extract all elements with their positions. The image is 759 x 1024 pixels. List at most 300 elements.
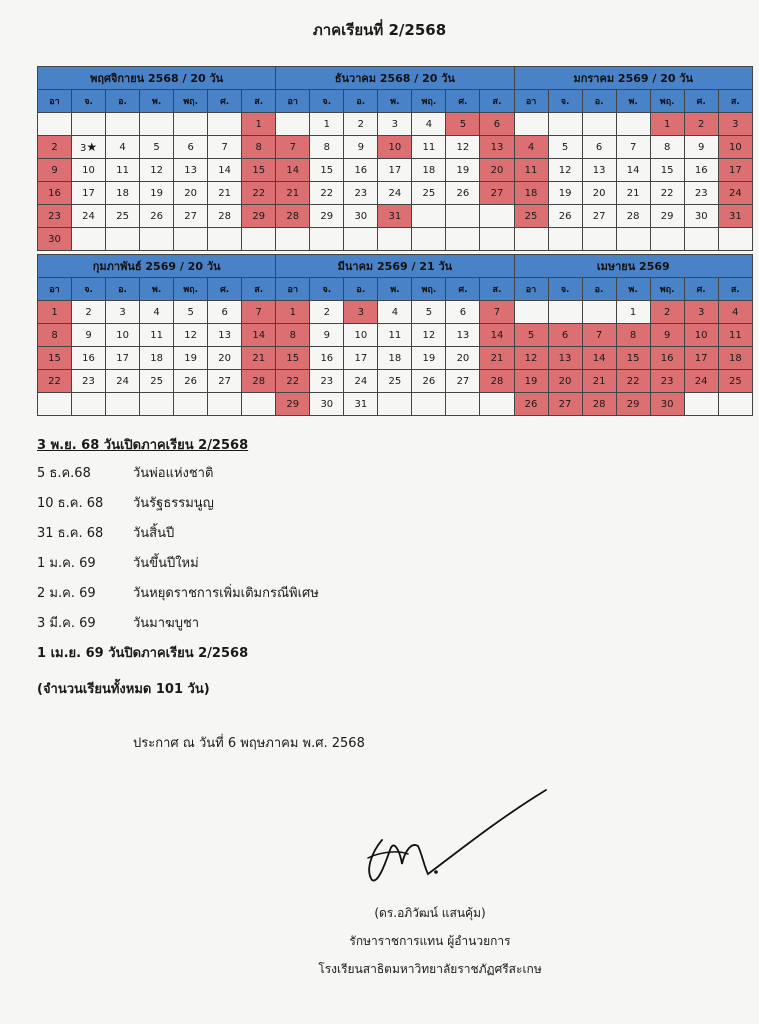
date-number: 13 bbox=[490, 141, 504, 153]
holiday-date-cell bbox=[480, 301, 514, 324]
holiday-date-cell bbox=[446, 113, 480, 136]
calendar-table-bottom bbox=[37, 254, 753, 416]
holiday-date-cell bbox=[514, 347, 548, 370]
announcement-date: 5 ธ.ค.68 bbox=[37, 466, 91, 481]
date-cell bbox=[446, 301, 480, 324]
announcement-item bbox=[37, 462, 213, 483]
month-header: ธันวาคม 2568 / 20 วัน bbox=[276, 67, 514, 90]
date-cell bbox=[72, 205, 106, 228]
announcement-date: 3 พ.ย. 68 bbox=[37, 438, 100, 453]
date-number: 15 bbox=[252, 164, 266, 176]
day-header: อา bbox=[514, 90, 548, 113]
day-header: อา bbox=[38, 278, 72, 301]
date-number: 3 bbox=[119, 306, 126, 318]
date-cell bbox=[582, 228, 616, 251]
holiday-date-cell bbox=[480, 136, 514, 159]
date-cell bbox=[106, 393, 140, 416]
holiday-date-cell bbox=[650, 324, 684, 347]
date-number: 24 bbox=[82, 210, 95, 222]
date-number: 28 bbox=[490, 375, 504, 387]
date-cell bbox=[412, 159, 446, 182]
date-number: 25 bbox=[116, 210, 129, 222]
date-number: 22 bbox=[320, 187, 334, 199]
date-number: 13 bbox=[184, 164, 197, 176]
date-number: 10 bbox=[82, 164, 95, 176]
date-number: 9 bbox=[51, 164, 58, 176]
holiday-date-cell bbox=[582, 370, 616, 393]
date-number: 19 bbox=[524, 375, 538, 387]
announcement-date: 1 ม.ค. 69 bbox=[37, 556, 96, 571]
date-cell bbox=[140, 393, 174, 416]
holiday-date-cell bbox=[242, 324, 276, 347]
day-header: อ. bbox=[344, 90, 378, 113]
holiday-date-cell bbox=[276, 136, 310, 159]
date-number: 23 bbox=[48, 210, 61, 222]
week-row bbox=[38, 205, 753, 228]
day-header: จ. bbox=[548, 278, 582, 301]
page-title: ภาคเรียนที่ 2/2568 bbox=[312, 21, 447, 39]
date-cell bbox=[310, 136, 344, 159]
date-cell bbox=[616, 159, 650, 182]
day-header: ศ. bbox=[684, 278, 718, 301]
date-number: 19 bbox=[558, 187, 572, 199]
date-cell bbox=[208, 393, 242, 416]
date-number: 6 bbox=[493, 118, 501, 130]
date-number: 1 bbox=[51, 306, 58, 318]
holiday-date-cell bbox=[582, 324, 616, 347]
date-cell bbox=[344, 347, 378, 370]
date-cell bbox=[38, 393, 72, 416]
date-number: 24 bbox=[694, 375, 708, 387]
date-number: 11 bbox=[422, 141, 436, 153]
holiday-date-cell bbox=[480, 113, 514, 136]
date-number: 26 bbox=[456, 187, 470, 199]
date-number: 29 bbox=[252, 210, 266, 222]
date-number: 28 bbox=[218, 210, 232, 222]
date-cell bbox=[208, 324, 242, 347]
date-cell bbox=[650, 136, 684, 159]
holiday-date-cell bbox=[480, 370, 514, 393]
date-number: 27 bbox=[218, 375, 232, 387]
date-number: 2 bbox=[85, 306, 92, 318]
date-number: 3 bbox=[697, 306, 705, 318]
week-row bbox=[38, 324, 753, 347]
date-cell bbox=[208, 113, 242, 136]
day-header: พฤ. bbox=[650, 278, 684, 301]
date-cell bbox=[174, 347, 208, 370]
day-header: ส. bbox=[242, 278, 276, 301]
date-number: 16 bbox=[694, 164, 708, 176]
date-number: 6 bbox=[561, 329, 569, 341]
announcement-item bbox=[37, 552, 199, 573]
date-number: 14 bbox=[592, 352, 606, 364]
date-cell bbox=[242, 228, 276, 251]
date-number: 27 bbox=[592, 210, 606, 222]
date-cell bbox=[310, 393, 344, 416]
date-number: 3 bbox=[732, 118, 739, 130]
date-cell bbox=[310, 324, 344, 347]
date-number: 16 bbox=[354, 164, 368, 176]
date-number: 8 bbox=[323, 141, 330, 153]
holiday-date-cell bbox=[480, 182, 514, 205]
announcement-item bbox=[37, 582, 319, 603]
date-number: 24 bbox=[354, 375, 368, 387]
holiday-date-cell bbox=[650, 347, 684, 370]
date-cell bbox=[412, 113, 446, 136]
date-number: 8 bbox=[663, 141, 671, 153]
date-number: 31 bbox=[728, 210, 742, 222]
holiday-date-cell bbox=[242, 370, 276, 393]
date-cell bbox=[174, 228, 208, 251]
date-cell bbox=[174, 205, 208, 228]
date-number: 30 bbox=[694, 210, 708, 222]
holiday-date-cell bbox=[718, 301, 752, 324]
day-header: อา bbox=[276, 278, 310, 301]
date-cell bbox=[548, 301, 582, 324]
day-header: ศ. bbox=[446, 278, 480, 301]
holiday-date-cell bbox=[616, 347, 650, 370]
date-number: 21 bbox=[626, 187, 640, 199]
announcement-text: วันหยุดราชการเพิ่มเติมกรณีพิเศษ bbox=[133, 586, 319, 601]
date-number: 31 bbox=[388, 210, 402, 222]
holiday-date-cell bbox=[276, 370, 310, 393]
date-cell bbox=[412, 301, 446, 324]
date-number: 21 bbox=[218, 187, 232, 199]
day-header: อ. bbox=[582, 90, 616, 113]
date-cell bbox=[344, 159, 378, 182]
holiday-date-cell bbox=[718, 136, 752, 159]
date-cell bbox=[684, 205, 718, 228]
day-header: ศ. bbox=[446, 90, 480, 113]
holiday-date-cell bbox=[38, 159, 72, 182]
day-header: ส. bbox=[480, 278, 514, 301]
holiday-date-cell bbox=[582, 393, 616, 416]
date-number: 12 bbox=[524, 352, 538, 364]
date-number: 2 bbox=[663, 306, 671, 318]
date-cell bbox=[310, 228, 344, 251]
date-cell bbox=[106, 113, 140, 136]
date-number: 13 bbox=[558, 352, 572, 364]
day-header-row bbox=[38, 278, 753, 301]
date-cell bbox=[174, 393, 208, 416]
date-cell bbox=[446, 205, 480, 228]
proclamation-text: ประกาศ ณ วันที่ 6 พฤษภาคม พ.ศ. 2568 bbox=[133, 736, 365, 751]
date-cell bbox=[276, 113, 310, 136]
date-cell bbox=[514, 228, 548, 251]
date-number: 4 bbox=[732, 306, 739, 318]
date-number: 2 bbox=[357, 118, 364, 130]
date-number: 19 bbox=[456, 164, 470, 176]
date-number: 27 bbox=[490, 187, 504, 199]
holiday-date-cell bbox=[242, 136, 276, 159]
date-number: 27 bbox=[184, 210, 197, 222]
announcement-item bbox=[37, 434, 248, 455]
day-header: จ. bbox=[72, 90, 106, 113]
date-number: 11 bbox=[150, 329, 163, 341]
date-cell bbox=[276, 228, 310, 251]
date-number: 11 bbox=[388, 329, 402, 341]
date-cell bbox=[412, 324, 446, 347]
date-number: 23 bbox=[660, 375, 674, 387]
week-row bbox=[38, 136, 753, 159]
date-number: 23 bbox=[694, 187, 708, 199]
date-cell bbox=[378, 301, 412, 324]
date-cell bbox=[616, 228, 650, 251]
date-cell bbox=[548, 228, 582, 251]
date-cell bbox=[616, 136, 650, 159]
announcement-date: 31 ธ.ค. 68 bbox=[37, 526, 104, 541]
date-number: 7 bbox=[255, 306, 262, 318]
day-header-row bbox=[38, 90, 753, 113]
holiday-date-cell bbox=[514, 393, 548, 416]
holiday-date-cell bbox=[38, 228, 72, 251]
date-cell bbox=[140, 136, 174, 159]
date-cell bbox=[174, 182, 208, 205]
announcement-item bbox=[37, 492, 214, 513]
date-cell bbox=[650, 228, 684, 251]
date-number: 6 bbox=[459, 306, 467, 318]
date-cell bbox=[548, 205, 582, 228]
day-header: พฤ. bbox=[412, 90, 446, 113]
date-cell bbox=[582, 136, 616, 159]
date-number: 24 bbox=[388, 187, 402, 199]
date-number: 10 bbox=[116, 329, 129, 341]
date-cell bbox=[140, 370, 174, 393]
date-number: 19 bbox=[150, 187, 163, 199]
holiday-date-cell bbox=[548, 324, 582, 347]
date-number: 24 bbox=[116, 375, 129, 387]
date-cell bbox=[72, 159, 106, 182]
date-cell bbox=[412, 370, 446, 393]
date-number: 23 bbox=[354, 187, 368, 199]
date-cell bbox=[650, 182, 684, 205]
holiday-date-cell bbox=[242, 347, 276, 370]
holiday-date-cell bbox=[38, 136, 72, 159]
month-header-row bbox=[38, 255, 753, 278]
date-cell bbox=[310, 159, 344, 182]
date-number: 4 bbox=[391, 306, 399, 318]
date-number: 22 bbox=[660, 187, 674, 199]
calendar-table-top bbox=[37, 66, 753, 251]
date-number: 25 bbox=[524, 210, 538, 222]
date-number: 17 bbox=[728, 164, 742, 176]
date-number: 18 bbox=[524, 187, 538, 199]
date-cell bbox=[344, 136, 378, 159]
date-cell bbox=[718, 228, 752, 251]
day-header: จ. bbox=[548, 90, 582, 113]
date-number: 2 bbox=[323, 306, 330, 318]
date-number: 1 bbox=[323, 118, 330, 130]
date-number: 9 bbox=[663, 329, 671, 341]
holiday-date-cell bbox=[718, 182, 752, 205]
date-cell bbox=[106, 228, 140, 251]
date-cell bbox=[412, 393, 446, 416]
date-cell bbox=[446, 393, 480, 416]
date-cell bbox=[344, 228, 378, 251]
date-number: 18 bbox=[422, 164, 436, 176]
day-header: อา bbox=[514, 278, 548, 301]
date-cell bbox=[446, 370, 480, 393]
holiday-date-cell bbox=[344, 301, 378, 324]
holiday-date-cell bbox=[276, 324, 310, 347]
date-number: 22 bbox=[626, 375, 640, 387]
date-number: 1 bbox=[255, 118, 262, 130]
holiday-date-cell bbox=[718, 370, 752, 393]
holiday-date-cell bbox=[242, 182, 276, 205]
date-number: 5 bbox=[459, 118, 467, 130]
holiday-date-cell bbox=[276, 393, 310, 416]
day-header: พ. bbox=[140, 90, 174, 113]
date-cell bbox=[106, 324, 140, 347]
holiday-date-cell bbox=[480, 347, 514, 370]
holiday-date-cell bbox=[650, 113, 684, 136]
date-number: 10 bbox=[354, 329, 368, 341]
date-cell bbox=[378, 159, 412, 182]
date-number: 5 bbox=[153, 141, 160, 153]
date-cell bbox=[106, 136, 140, 159]
date-number: 14 bbox=[252, 329, 266, 341]
date-cell bbox=[140, 205, 174, 228]
date-cell bbox=[650, 205, 684, 228]
date-number: 7 bbox=[221, 141, 228, 153]
date-cell bbox=[106, 182, 140, 205]
holiday-date-cell bbox=[38, 347, 72, 370]
day-header: อ. bbox=[344, 278, 378, 301]
week-row bbox=[38, 228, 753, 251]
date-number: 16 bbox=[82, 352, 95, 364]
date-cell bbox=[140, 182, 174, 205]
date-number: 2 bbox=[51, 141, 58, 153]
holiday-date-cell bbox=[242, 113, 276, 136]
date-cell bbox=[310, 205, 344, 228]
date-number: 20 bbox=[184, 187, 197, 199]
date-cell bbox=[208, 182, 242, 205]
date-cell bbox=[582, 182, 616, 205]
day-header: พ. bbox=[616, 278, 650, 301]
date-cell bbox=[310, 182, 344, 205]
holiday-date-cell bbox=[650, 370, 684, 393]
date-cell bbox=[684, 228, 718, 251]
date-number: 6 bbox=[595, 141, 603, 153]
date-cell bbox=[140, 159, 174, 182]
date-cell bbox=[344, 182, 378, 205]
holiday-date-cell bbox=[718, 324, 752, 347]
date-cell bbox=[684, 182, 718, 205]
date-number: 10 bbox=[388, 141, 402, 153]
date-number: 25 bbox=[388, 375, 402, 387]
date-cell bbox=[412, 136, 446, 159]
date-number: 4 bbox=[527, 141, 535, 153]
date-number: 9 bbox=[323, 329, 330, 341]
date-cell bbox=[344, 205, 378, 228]
holiday-date-cell bbox=[480, 159, 514, 182]
date-cell bbox=[174, 113, 208, 136]
date-cell bbox=[72, 301, 106, 324]
date-cell bbox=[616, 113, 650, 136]
date-number: 26 bbox=[150, 210, 163, 222]
day-header: ส. bbox=[718, 278, 752, 301]
date-cell bbox=[310, 347, 344, 370]
date-number: 15 bbox=[286, 352, 300, 364]
holiday-date-cell bbox=[548, 393, 582, 416]
date-number: 17 bbox=[116, 352, 129, 364]
date-cell bbox=[582, 205, 616, 228]
date-cell bbox=[548, 159, 582, 182]
day-header: ส. bbox=[480, 90, 514, 113]
announcement-date: 3 มี.ค. 69 bbox=[37, 616, 96, 631]
date-number: 12 bbox=[558, 164, 572, 176]
date-cell bbox=[378, 228, 412, 251]
month-header: มีนาคม 2569 / 21 วัน bbox=[276, 255, 514, 278]
date-cell bbox=[616, 182, 650, 205]
holiday-date-cell bbox=[276, 159, 310, 182]
date-cell bbox=[548, 113, 582, 136]
date-cell bbox=[378, 182, 412, 205]
date-cell bbox=[140, 301, 174, 324]
date-cell bbox=[208, 228, 242, 251]
holiday-date-cell bbox=[548, 370, 582, 393]
announcement-item bbox=[37, 642, 248, 663]
date-number: 15 bbox=[626, 352, 640, 364]
date-number: 9 bbox=[357, 141, 364, 153]
announcement-date: 10 ธ.ค. 68 bbox=[37, 496, 104, 511]
date-number: 23 bbox=[320, 375, 334, 387]
holiday-date-cell bbox=[548, 347, 582, 370]
date-number: 22 bbox=[48, 375, 61, 387]
week-row bbox=[38, 113, 753, 136]
date-number: 8 bbox=[255, 141, 262, 153]
date-cell bbox=[72, 136, 106, 159]
date-number: 5 bbox=[425, 306, 433, 318]
date-number: 7 bbox=[493, 306, 501, 318]
date-number: 20 bbox=[456, 352, 470, 364]
holiday-date-cell bbox=[514, 370, 548, 393]
holiday-date-cell bbox=[650, 393, 684, 416]
day-header: จ. bbox=[310, 278, 344, 301]
holiday-date-cell bbox=[684, 324, 718, 347]
date-number: 29 bbox=[286, 398, 300, 410]
date-cell bbox=[208, 347, 242, 370]
date-number: 7 bbox=[289, 141, 296, 153]
date-number: 25 bbox=[150, 375, 163, 387]
day-header: จ. bbox=[72, 278, 106, 301]
month-header: เมษายน 2569 bbox=[514, 255, 753, 278]
date-cell bbox=[412, 205, 446, 228]
holiday-date-cell bbox=[276, 182, 310, 205]
holiday-date-cell bbox=[242, 301, 276, 324]
date-number: 18 bbox=[150, 352, 163, 364]
day-header: พฤ. bbox=[174, 278, 208, 301]
date-cell bbox=[378, 370, 412, 393]
signer-position: รักษาราชการแทน ผู้อำนวยการ bbox=[349, 934, 511, 948]
day-header: พ. bbox=[378, 90, 412, 113]
date-cell bbox=[548, 182, 582, 205]
date-number: 1 bbox=[663, 118, 671, 130]
date-cell bbox=[412, 347, 446, 370]
date-cell bbox=[684, 159, 718, 182]
date-number: 13 bbox=[456, 329, 470, 341]
signature bbox=[350, 780, 550, 890]
date-number: 5 bbox=[187, 306, 194, 318]
date-number: 13 bbox=[218, 329, 232, 341]
date-number: 19 bbox=[184, 352, 197, 364]
date-cell bbox=[582, 159, 616, 182]
day-header: อ. bbox=[106, 90, 140, 113]
date-number: 22 bbox=[286, 375, 300, 387]
date-number: 3 bbox=[391, 118, 399, 130]
date-number: 10 bbox=[694, 329, 708, 341]
date-number: 9 bbox=[698, 141, 705, 153]
